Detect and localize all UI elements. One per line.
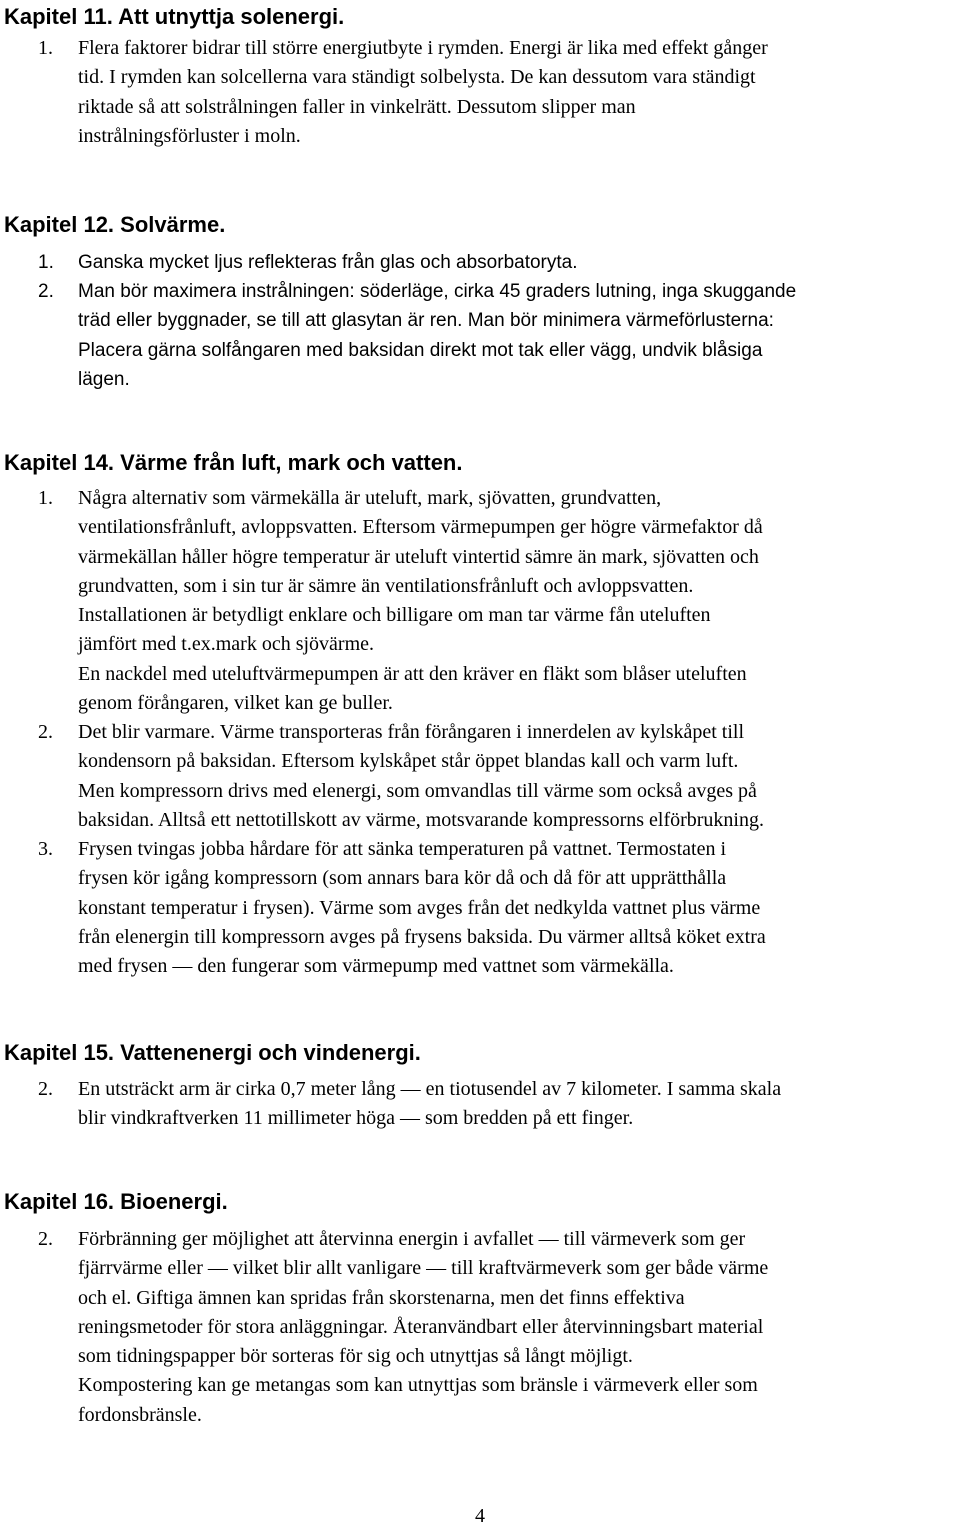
text-line: med frysen — den fungerar som värmepump med vattnet som värmekälla. bbox=[78, 955, 674, 978]
text-line: från elenergin till kompressorn avges på frysens baksida. Du värmer alltså köket extra bbox=[78, 925, 766, 948]
chapter-15-heading: Kapitel 15. Vattenenergi och vindenergi. bbox=[4, 1040, 421, 1065]
chapter-16-heading: Kapitel 16. Bioenergi. bbox=[4, 1189, 228, 1214]
text-line: lägen. bbox=[78, 368, 130, 390]
item-text bbox=[78, 248, 958, 277]
item-text bbox=[78, 1075, 958, 1134]
text-line: grundvatten, som i sin tur är sämre än ventilationsfrånluft och avloppsvatten. bbox=[78, 574, 694, 597]
text-line: Förbränning ger möjlighet att återvinna energin i avfallet — till värmeverk som ger bbox=[78, 1228, 746, 1250]
text-line: riktade så att solstrålningen faller in vinkelrätt. Dessutom slipper man bbox=[78, 95, 636, 118]
text-line: genom förångaren, vilket kan ge buller. bbox=[78, 692, 393, 715]
item-number: 3. bbox=[38, 838, 53, 860]
item-number: 1. bbox=[38, 37, 53, 59]
text-line: En nackdel med uteluftvärmepumpen är att den kräver en fläkt som blåser uteluften bbox=[78, 662, 747, 685]
text-line: Placera gärna solfångaren med baksidan direkt mot tak eller vägg, undvik blåsiga bbox=[78, 339, 763, 361]
text-line: värmekällan håller högre temperatur är uteluft vintertid sämre än mark, sjövatten och bbox=[78, 545, 759, 568]
text-line: fjärrvärme eller — vilket blir allt vanligare — till kraftvärmeverk som ger både värme bbox=[78, 1257, 769, 1280]
text-line: jämfört med t.ex.mark och sjövärme. bbox=[78, 633, 375, 656]
text-line: baksidan. Alltså ett nettotillskott av värme, motsvarande kompressorns elförbrukning. bbox=[78, 808, 764, 831]
item-number: 2. bbox=[38, 1078, 53, 1100]
text-line: Kompostering kan ge metangas som kan utnyttjas som bränsle i värmeverk eller som bbox=[78, 1374, 758, 1397]
text-line: instrålningsförluster i moln. bbox=[78, 124, 301, 147]
text-line: och el. Giftiga ämnen kan spridas från skorstenarna, men det finns effektiva bbox=[78, 1286, 685, 1309]
text-line: Man bör maximera instrålningen: söderläge, cirka 45 graders lutning, inga skuggande bbox=[78, 281, 797, 302]
text-line: frysen kör igång kompressorn (som annars bara kör då och då för att upprätthålla bbox=[78, 867, 727, 890]
text-line: Frysen tvingas jobba hårdare för att sänka temperaturen på vattnet. Termostaten i bbox=[78, 838, 727, 860]
item-text bbox=[78, 718, 958, 835]
item-number: 1. bbox=[38, 252, 54, 273]
page-number: 4 bbox=[475, 1505, 485, 1527]
text-line: konstant temperatur i frysen). Värme som avges från det nedkylda vattnet plus värme bbox=[78, 896, 761, 919]
text-line: blir vindkraftverken 11 millimeter höga — som bredden på ett finger. bbox=[78, 1107, 634, 1130]
item-number: 2. bbox=[38, 721, 53, 743]
text-line: Ganska mycket ljus reflekteras från glas och absorbatoryta. bbox=[78, 252, 578, 273]
text-line: träd eller byggnader, se till att glasytan är ren. Man bör minimera värmeförlusterna: bbox=[78, 310, 774, 332]
text-line: Installationen är betydligt enklare och billigare om man tar värme fån uteluften bbox=[78, 604, 711, 627]
text-line: tid. I rymden kan solcellerna vara ständigt solbelysta. De kan dessutom vara ständigt bbox=[78, 66, 756, 89]
chapter-12-heading: Kapitel 12. Solvärme. bbox=[4, 212, 226, 237]
item-text bbox=[78, 835, 958, 981]
item-number: 2. bbox=[38, 1228, 53, 1250]
text-line: reningsmetoder för stora anläggningar. Återanvändbart eller återvinningsbart material bbox=[78, 1315, 764, 1338]
item-text bbox=[78, 277, 958, 394]
text-line: ventilationsfrånluft, avloppsvatten. Eftersom värmepumpen ger högre värmefaktor då bbox=[78, 516, 763, 539]
text-line: Men kompressorn drivs med elenergi, som omvandlas till värme som också avges på bbox=[78, 779, 757, 802]
item-number: 1. bbox=[38, 487, 53, 509]
item-number: 2. bbox=[38, 281, 54, 302]
text-line: En utsträckt arm är cirka 0,7 meter lång — en tiotusendel av 7 kilometer. I samma skala bbox=[78, 1078, 782, 1100]
item-text bbox=[78, 1225, 958, 1430]
text-line: Det blir varmare. Värme transporteras från förångaren i innerdelen av kylskåpet till bbox=[78, 721, 745, 743]
text-line: fordonsbränsle. bbox=[78, 1403, 202, 1426]
text-line: Flera faktorer bidrar till större energiutbyte i rymden. Energi är lika med effekt gånger bbox=[78, 37, 768, 59]
text-line: som tidningspapper bör sorteras för sig och utnyttjas så långt möjligt. bbox=[78, 1345, 633, 1368]
item-text bbox=[78, 34, 958, 151]
chapter-14-heading: Kapitel 14. Värme från luft, mark och vatten. bbox=[4, 450, 463, 475]
item-text bbox=[78, 484, 958, 718]
text-line: kondensorn på baksidan. Eftersom kylskåpet står öppet blandas kall och varm luft. bbox=[78, 750, 739, 773]
text-line: Några alternativ som värmekälla är uteluft, mark, sjövatten, grundvatten, bbox=[78, 487, 662, 509]
chapter-11-heading: Kapitel 11. Att utnyttja solenergi. bbox=[4, 4, 345, 29]
